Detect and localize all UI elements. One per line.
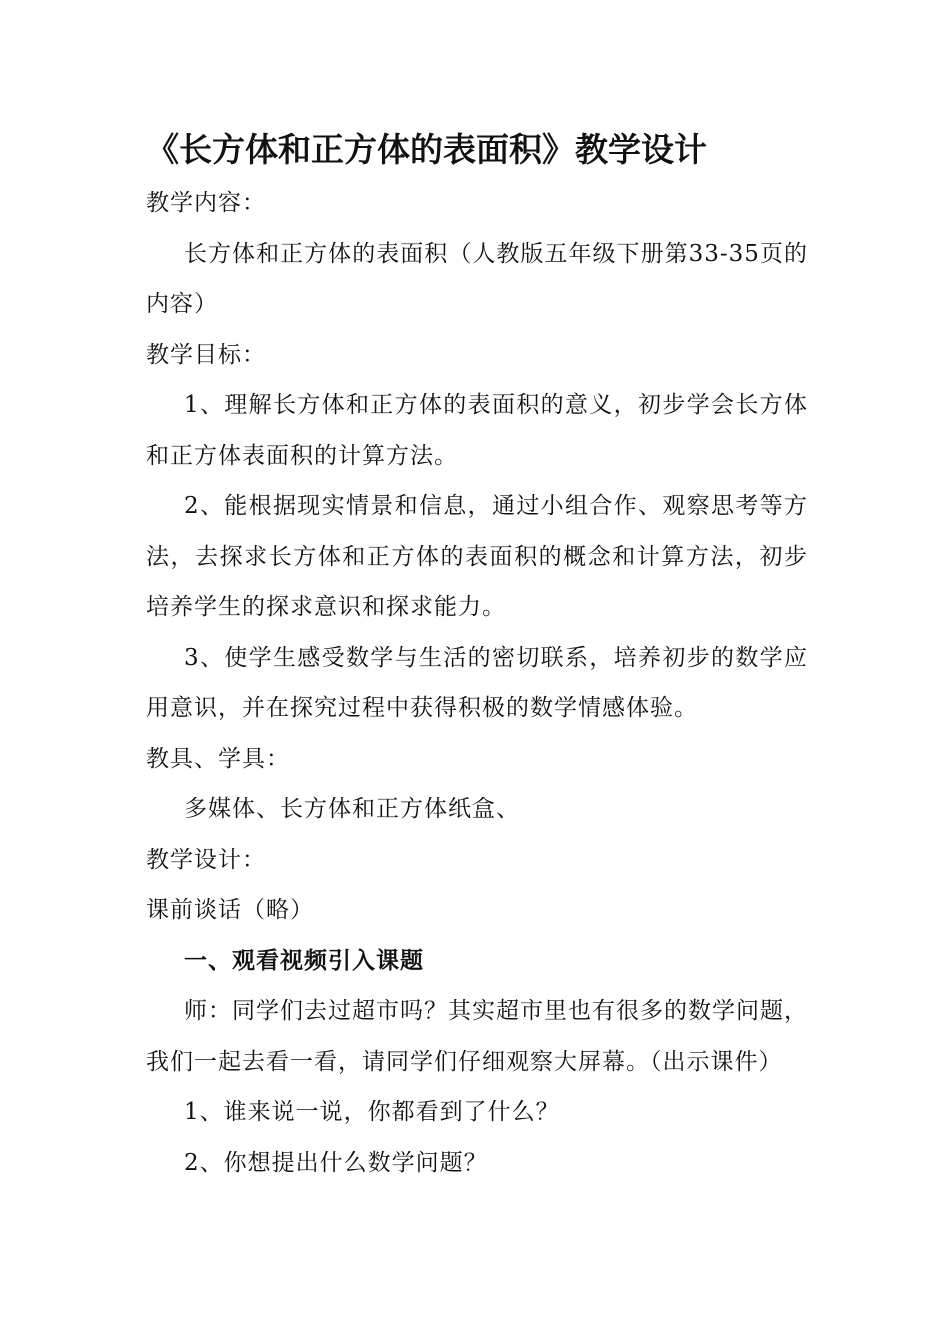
- section-1-heading: 一、观看视频引入课题: [184, 946, 424, 974]
- teacher-line: 师：同学们去过超市吗？其实超市里也有很多的数学问题，我们一起去看一看，请同学们仔细观察大屏幕。（出示课件）: [146, 998, 808, 1075]
- goals-label: 教学目标：: [146, 341, 266, 368]
- document-title: 《长方体和正方体的表面积》教学设计: [146, 130, 707, 169]
- tools-label: 教具、学具：: [146, 745, 290, 772]
- pre-talk: 课前谈话（略）: [146, 897, 314, 923]
- tools-text: 多媒体、长方体和正方体纸盒、: [184, 796, 520, 822]
- goal-2: 2、能根据现实情景和信息，通过小组合作、观察思考等方法，去探求长方体和正方体的表面积的概念和计算方法，初步培养学生的探求意识和探求能力。: [146, 493, 808, 620]
- question-2: 2、你想提出什么数学问题？: [184, 1149, 488, 1176]
- goal-1: 1、理解长方体和正方体的表面积的意义，初步学会长方体和正方体表面积的计算方法。: [146, 392, 808, 469]
- content-text: 长方体和正方体的表面积（人教版五年级下册第33-35页的内容）: [146, 240, 808, 317]
- content-label: 教学内容：: [146, 190, 266, 216]
- document-body: [146, 178, 808, 1188]
- design-label: 教学设计：: [146, 846, 266, 873]
- goal-3: 3、使学生感受数学与生活的密切联系，培养初步的数学应用意识，并在探究过程中获得积极的数学情感体验。: [146, 644, 808, 721]
- question-1: 1、谁来说一说，你都看到了什么？: [184, 1099, 560, 1125]
